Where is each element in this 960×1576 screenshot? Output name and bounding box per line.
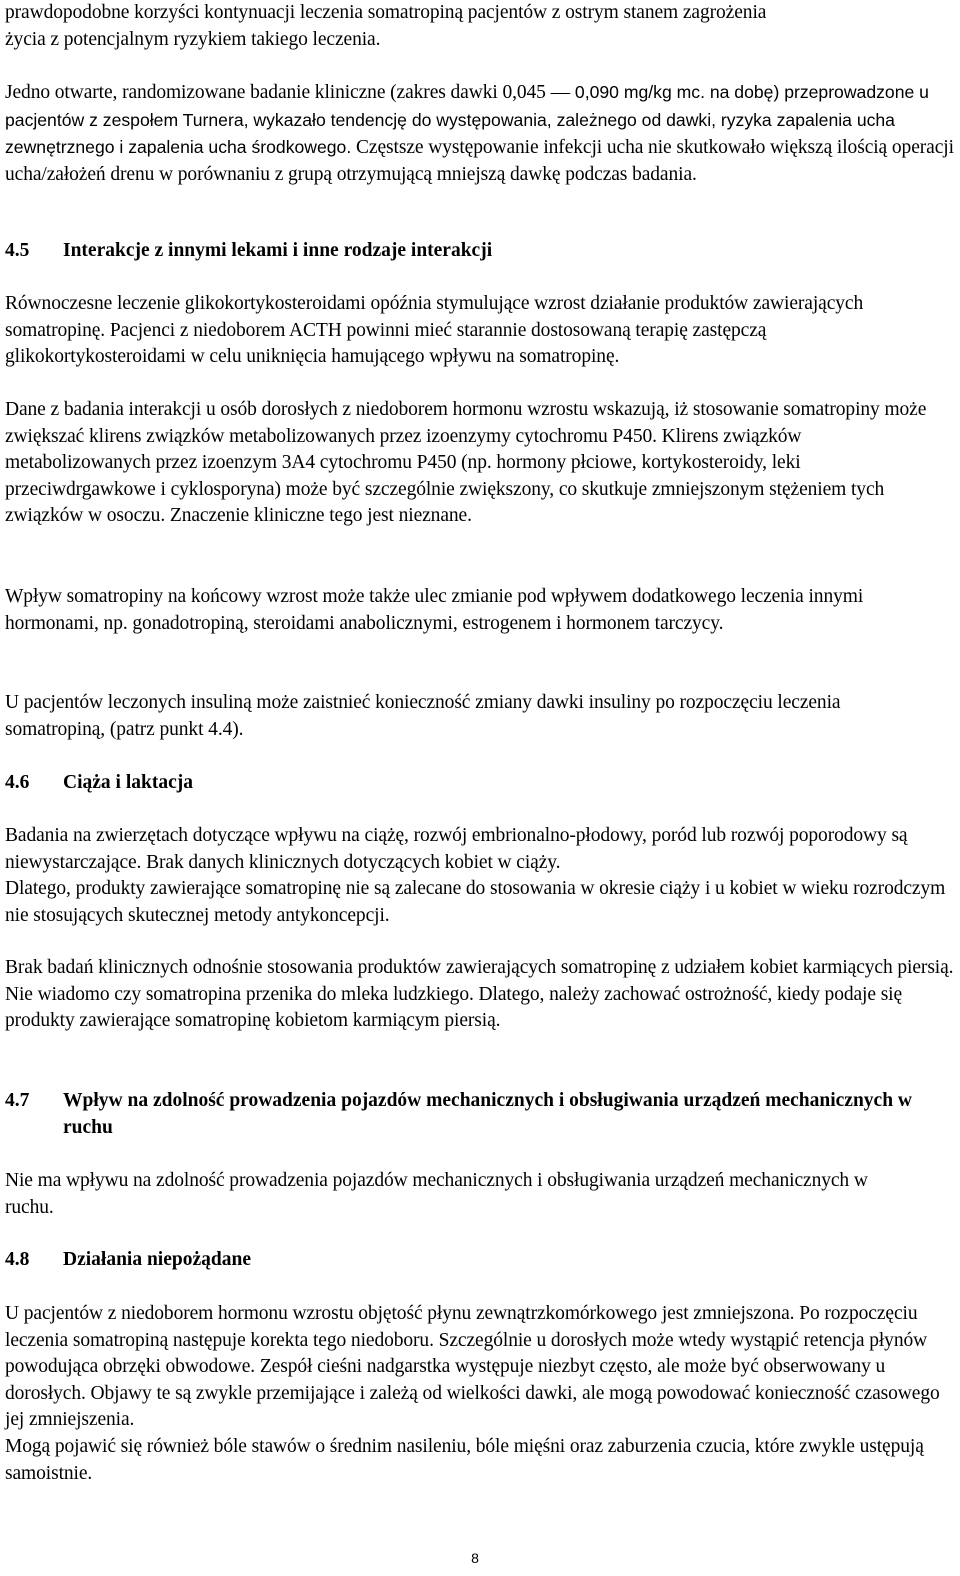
continuation-line-1: prawdopodobne korzyści kontynuacji leczenia somatropiną pacjentów z ostrym stanem zagrożenia xyxy=(5,2,767,23)
section-4-6-heading xyxy=(5,770,953,797)
section-4-7-heading xyxy=(5,1088,913,1141)
adverse-effects-text-1: U pacjentów z niedoborem hormonu wzrostu objętość płynu zewnątrzkomórkowego jest zmniejszona. Po rozpoczęciu leczenia somatropiną następuje korekta tego niedoboru. Szczególnie u dorosłych może wtedy wystąpić retencja płynów powodująca obrzęki obwodowe. Zespół cieśni nadgarstka występuje niezbyt często, ale może być obserwowany u dorosłych. Objawy te są zwykle przemijające i zależą od wielkości dawki, ale mogą powodować konieczność czasowego jej zmniejszenia. xyxy=(5,1303,940,1431)
section-4-8-title: Działania niepożądane xyxy=(63,1249,251,1270)
section-4-5-number: 4.5 xyxy=(5,240,30,261)
adverse-effects-text-2: Mogą pojawić się również bóle stawów o średnim nasileniu, bóle mięśni oraz zaburzenia czucia, które zwykle ustępują samoistnie. xyxy=(5,1435,924,1484)
turner-study-text-1: Jedno otwarte, randomizowane badanie kliniczne (zakres dawki 0,045 xyxy=(5,82,551,103)
pregnancy-text-2: Dlatego, produkty zawierające somatropinę nie są zalecane do stosowania w okresie ciąży i u kobiet w wieku rozrodczym nie stosujących skutecznej metody antykoncepcji. xyxy=(5,878,946,926)
interaction-paragraph-4: U pacjentów leczonych insuliną może zaistnieć konieczność zmiany dawki insuliny po rozpoczęciu leczenia somatropiną, (patrz punkt 4.4). xyxy=(5,692,841,740)
lactation-paragraph: Brak badań klinicznych odnośnie stosowania produktów zawierających somatropinę z udziałem kobiet karmiących piersią. Nie wiadomo czy somatropina przenika do mleka ludzkiego. Dlatego, należy zachować ostrożność, kiedy podaje się produkty zawierające somatropinę kobietom karmiącym piersią. xyxy=(5,957,954,1032)
continuation-line-2: życia z potencjalnym ryzykiem takiego leczenia. xyxy=(5,28,381,50)
section-4-6-title: Ciąża i laktacja xyxy=(63,772,193,793)
interaction-paragraph-1: Równoczesne leczenie glikokortykosteroidami opóźnia stymulujące wzrost działanie produktów zawierających somatropinę. Pacjenci z niedoborem ACTH powinni mieć starannie dostosowaną terapię zastępczą glikokortykosteroidami w celu uniknięcia hamującego wpływu na somatropinę. xyxy=(5,293,864,368)
turner-study-text-3: Częstsze występowanie infekcji ucha nie skutkowało większą ilością operacji ucha/założeń drenu w porównaniu z grupą otrzymującą mniejszą dawkę podczas badania. xyxy=(5,137,954,185)
section-4-6-number: 4.6 xyxy=(5,772,30,793)
turner-study-paragraph xyxy=(5,79,955,188)
pregnancy-paragraph xyxy=(5,823,950,929)
page-number: 8 xyxy=(471,1550,479,1566)
adverse-effects-paragraph xyxy=(5,1301,955,1487)
driving-paragraph: Nie ma wpływu na zdolność prowadzenia pojazdów mechanicznych i obsługiwania urządzeń mechanicznych w ruchu. xyxy=(5,1170,868,1218)
continuation-paragraph xyxy=(5,0,955,53)
section-4-8-number: 4.8 xyxy=(5,1249,30,1270)
section-4-5-title: Interakcje z innymi lekami i inne rodzaje interakcji xyxy=(63,240,493,261)
interaction-paragraph-2: Dane z badania interakcji u osób dorosłych z niedoborem hormonu wzrostu wskazują, iż stosowanie somatropiny może zwiększać klirens związków metabolizowanych przez izoenzymy cytochromu P450. Klirens związków metabolizowanych przez izoenzym 3A4 cytochromu P450 (np. hormony płciowe, kortykosteroidy, leki przeciwdrgawkowe i cyklosporyna) może być szczególnie zwiększony, co skutkuje zmniejszonym stężeniem tych związków w osoczu. Znaczenie kliniczne tego jest nieznane. xyxy=(5,399,927,527)
section-4-7-number: 4.7 xyxy=(5,1090,30,1111)
dose-range-dash: — xyxy=(550,82,571,103)
section-4-8-heading xyxy=(5,1247,953,1274)
section-4-5-heading xyxy=(5,238,953,265)
section-4-7-title: Wpływ na zdolność prowadzenia pojazdów mechanicznych i obsługiwania urządzeń mechanicznych w ruchu xyxy=(63,1090,913,1138)
turner-study-text-2: 0,090 mg/kg mc. na dobę) przeprowadzone u pacjentów z zespołem Turnera, wykazało tendencję do występowania, zależnego od dawki, ryzyka zapalenia ucha zewnętrznego i zapalenia ucha środkowego. xyxy=(5,82,929,158)
interaction-paragraph-3: Wpływ somatropiny na końcowy wzrost może także ulec zmianie pod wpływem dodatkowego leczenia innymi hormonami, np. gonadotropiną, steroidami anabolicznymi, estrogenem i hormonem tarczycy. xyxy=(5,586,864,634)
pregnancy-text-1: Badania na zwierzętach dotyczące wpływu na ciążę, rozwój embrionalno-płodowy, poród lub rozwój poporodowy są niewystarczające. Brak danych klinicznych dotyczących kobiet w ciąży. xyxy=(5,825,908,873)
